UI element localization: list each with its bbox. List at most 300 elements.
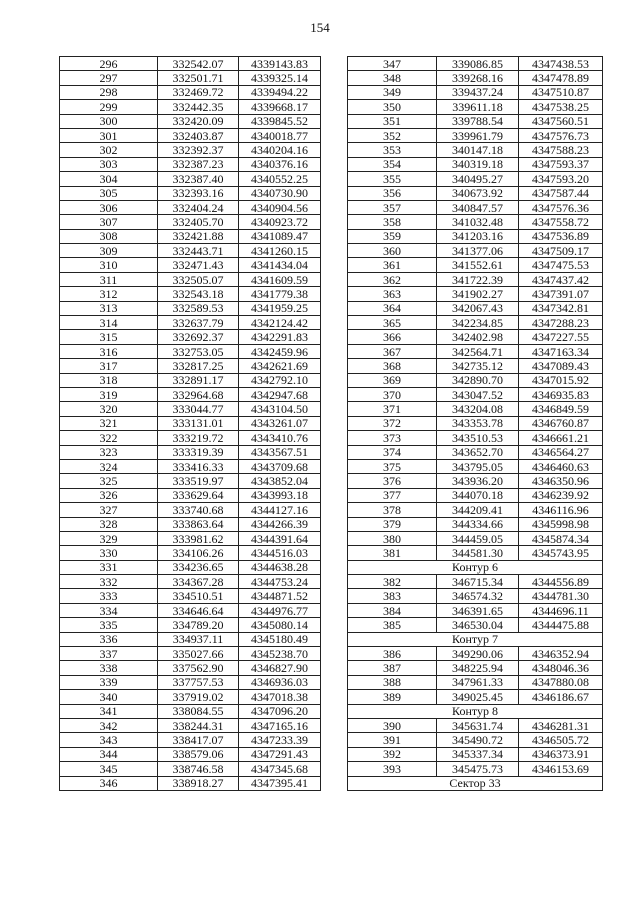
- point-number-cell: 324: [60, 459, 158, 473]
- table-row: [60, 618, 321, 632]
- table-row: [348, 675, 603, 689]
- x-coordinate-cell: 338084.55: [158, 704, 239, 718]
- x-coordinate-cell: 344209.41: [437, 503, 519, 517]
- table-row: [348, 387, 603, 401]
- x-coordinate-cell: 338579.06: [158, 747, 239, 761]
- y-coordinate-cell: 4347391.07: [519, 287, 603, 301]
- y-coordinate-cell: 4344516.03: [239, 546, 321, 560]
- section-label-row: [348, 560, 603, 574]
- y-coordinate-cell: 4339325.14: [239, 71, 321, 85]
- point-number-cell: 340: [60, 690, 158, 704]
- point-number-cell: 335: [60, 618, 158, 632]
- table-row: [348, 301, 603, 315]
- point-number-cell: 299: [60, 100, 158, 114]
- y-coordinate-cell: 4347576.36: [519, 200, 603, 214]
- y-coordinate-cell: 4341260.15: [239, 244, 321, 258]
- point-number-cell: 322: [60, 431, 158, 445]
- x-coordinate-cell: 332442.35: [158, 100, 239, 114]
- point-number-cell: 352: [348, 128, 437, 142]
- y-coordinate-cell: 4346661.21: [519, 431, 603, 445]
- section-label-row: [348, 704, 603, 718]
- x-coordinate-cell: 349290.06: [437, 647, 519, 661]
- x-coordinate-cell: 332387.23: [158, 157, 239, 171]
- y-coordinate-cell: 4340904.56: [239, 200, 321, 214]
- x-coordinate-cell: 332403.87: [158, 128, 239, 142]
- table-row: [60, 431, 321, 445]
- table-row: [60, 215, 321, 229]
- point-number-cell: 358: [348, 215, 437, 229]
- y-coordinate-cell: 4346460.63: [519, 459, 603, 473]
- table-row: [348, 215, 603, 229]
- coordinates-table-left: [59, 56, 321, 791]
- x-coordinate-cell: 334789.20: [158, 618, 239, 632]
- point-number-cell: 359: [348, 229, 437, 243]
- x-coordinate-cell: 341902.27: [437, 287, 519, 301]
- point-number-cell: 314: [60, 316, 158, 330]
- point-number-cell: 389: [348, 690, 437, 704]
- table-row: [348, 503, 603, 517]
- y-coordinate-cell: 4346564.27: [519, 445, 603, 459]
- y-coordinate-cell: 4342792.10: [239, 373, 321, 387]
- table-row: [60, 71, 321, 85]
- x-coordinate-cell: 341722.39: [437, 272, 519, 286]
- table-row: [348, 114, 603, 128]
- table-row: [60, 157, 321, 171]
- y-coordinate-cell: 4346849.59: [519, 402, 603, 416]
- table-row: [348, 402, 603, 416]
- y-coordinate-cell: 4344871.52: [239, 589, 321, 603]
- table-row: [60, 244, 321, 258]
- table-row: [348, 287, 603, 301]
- table-row: [348, 647, 603, 661]
- table-row: [348, 661, 603, 675]
- x-coordinate-cell: 343353.78: [437, 416, 519, 430]
- y-coordinate-cell: 4345743.95: [519, 546, 603, 560]
- y-coordinate-cell: 4347438.53: [519, 57, 603, 71]
- y-coordinate-cell: 4339845.52: [239, 114, 321, 128]
- point-number-cell: 308: [60, 229, 158, 243]
- x-coordinate-cell: 348225.94: [437, 661, 519, 675]
- y-coordinate-cell: 4342947.68: [239, 387, 321, 401]
- table-row: [60, 57, 321, 71]
- table-row: [60, 258, 321, 272]
- point-number-cell: 374: [348, 445, 437, 459]
- x-coordinate-cell: 338918.27: [158, 776, 239, 790]
- x-coordinate-cell: 332542.07: [158, 57, 239, 71]
- point-number-cell: 342: [60, 718, 158, 732]
- point-number-cell: 337: [60, 647, 158, 661]
- table-row: [60, 85, 321, 99]
- point-number-cell: 327: [60, 503, 158, 517]
- x-coordinate-cell: 332505.07: [158, 272, 239, 286]
- x-coordinate-cell: 333863.64: [158, 517, 239, 531]
- table-row: [60, 704, 321, 718]
- y-coordinate-cell: 4347165.16: [239, 718, 321, 732]
- x-coordinate-cell: 344334.66: [437, 517, 519, 531]
- point-number-cell: 303: [60, 157, 158, 171]
- point-number-cell: 371: [348, 402, 437, 416]
- x-coordinate-cell: 343652.70: [437, 445, 519, 459]
- x-coordinate-cell: 339788.54: [437, 114, 519, 128]
- y-coordinate-cell: 4347560.51: [519, 114, 603, 128]
- x-coordinate-cell: 338746.58: [158, 762, 239, 776]
- y-coordinate-cell: 4347588.23: [519, 143, 603, 157]
- table-row: [60, 690, 321, 704]
- x-coordinate-cell: 343204.08: [437, 402, 519, 416]
- table-row: [60, 100, 321, 114]
- table-row: [60, 474, 321, 488]
- x-coordinate-cell: 338417.07: [158, 733, 239, 747]
- section-label-row: [348, 632, 603, 646]
- point-number-cell: 318: [60, 373, 158, 387]
- x-coordinate-cell: 342234.85: [437, 316, 519, 330]
- x-coordinate-cell: 343510.53: [437, 431, 519, 445]
- point-number-cell: 376: [348, 474, 437, 488]
- x-coordinate-cell: 340673.92: [437, 186, 519, 200]
- table-row: [60, 733, 321, 747]
- table-row: [348, 359, 603, 373]
- page-number: 154: [310, 20, 330, 35]
- table-row: [348, 186, 603, 200]
- x-coordinate-cell: 333416.33: [158, 459, 239, 473]
- point-number-cell: 357: [348, 200, 437, 214]
- table-row: [348, 229, 603, 243]
- table-row: [348, 244, 603, 258]
- point-number-cell: 377: [348, 488, 437, 502]
- y-coordinate-cell: 4347345.68: [239, 762, 321, 776]
- table-row: [60, 661, 321, 675]
- y-coordinate-cell: 4345180.49: [239, 632, 321, 646]
- y-coordinate-cell: 4341609.59: [239, 272, 321, 286]
- x-coordinate-cell: 333740.68: [158, 503, 239, 517]
- table-row: [60, 272, 321, 286]
- y-coordinate-cell: 4348046.36: [519, 661, 603, 675]
- point-number-cell: 381: [348, 546, 437, 560]
- x-coordinate-cell: 341377.06: [437, 244, 519, 258]
- y-coordinate-cell: 4341434.04: [239, 258, 321, 272]
- table-row: [348, 531, 603, 545]
- table-row: [60, 143, 321, 157]
- y-coordinate-cell: 4346186.67: [519, 690, 603, 704]
- point-number-cell: 309: [60, 244, 158, 258]
- point-number-cell: 307: [60, 215, 158, 229]
- point-number-cell: 388: [348, 675, 437, 689]
- x-coordinate-cell: 337919.02: [158, 690, 239, 704]
- table-row: [60, 560, 321, 574]
- x-coordinate-cell: 337757.53: [158, 675, 239, 689]
- point-number-cell: 364: [348, 301, 437, 315]
- table-row: [60, 647, 321, 661]
- table-row: [348, 690, 603, 704]
- table-row: [60, 359, 321, 373]
- y-coordinate-cell: 4346153.69: [519, 762, 603, 776]
- section-label: Сектор 33: [348, 776, 603, 790]
- x-coordinate-cell: 349025.45: [437, 690, 519, 704]
- point-number-cell: 334: [60, 603, 158, 617]
- table-row: [60, 776, 321, 790]
- point-number-cell: 296: [60, 57, 158, 71]
- point-number-cell: 360: [348, 244, 437, 258]
- x-coordinate-cell: 334367.28: [158, 575, 239, 589]
- point-number-cell: 301: [60, 128, 158, 142]
- y-coordinate-cell: 4344976.77: [239, 603, 321, 617]
- y-coordinate-cell: 4343104.50: [239, 402, 321, 416]
- y-coordinate-cell: 4343567.51: [239, 445, 321, 459]
- x-coordinate-cell: 333044.77: [158, 402, 239, 416]
- table-row: [348, 157, 603, 171]
- table-row: [60, 718, 321, 732]
- y-coordinate-cell: 4341089.47: [239, 229, 321, 243]
- x-coordinate-cell: 343936.20: [437, 474, 519, 488]
- x-coordinate-cell: 333981.62: [158, 531, 239, 545]
- y-coordinate-cell: 4346760.87: [519, 416, 603, 430]
- x-coordinate-cell: 345490.72: [437, 733, 519, 747]
- table-row: [60, 747, 321, 761]
- table-row: [60, 517, 321, 531]
- point-number-cell: 338: [60, 661, 158, 675]
- point-number-cell: 369: [348, 373, 437, 387]
- table-row: [348, 474, 603, 488]
- point-number-cell: 362: [348, 272, 437, 286]
- table-row: [60, 531, 321, 545]
- x-coordinate-cell: 344459.05: [437, 531, 519, 545]
- x-coordinate-cell: 332753.05: [158, 344, 239, 358]
- point-number-cell: 350: [348, 100, 437, 114]
- x-coordinate-cell: 340847.57: [437, 200, 519, 214]
- table-row: [60, 632, 321, 646]
- table-row: [60, 128, 321, 142]
- y-coordinate-cell: 4341779.38: [239, 287, 321, 301]
- x-coordinate-cell: 345631.74: [437, 718, 519, 732]
- point-number-cell: 386: [348, 647, 437, 661]
- x-coordinate-cell: 346530.04: [437, 618, 519, 632]
- x-coordinate-cell: 333131.01: [158, 416, 239, 430]
- y-coordinate-cell: 4346936.03: [239, 675, 321, 689]
- x-coordinate-cell: 332393.16: [158, 186, 239, 200]
- table-row: [60, 172, 321, 186]
- table-row: [60, 503, 321, 517]
- table-row: [348, 575, 603, 589]
- point-number-cell: 306: [60, 200, 158, 214]
- y-coordinate-cell: 4347880.08: [519, 675, 603, 689]
- x-coordinate-cell: 332471.43: [158, 258, 239, 272]
- table-row: [348, 517, 603, 531]
- y-coordinate-cell: 4345998.98: [519, 517, 603, 531]
- point-number-cell: 328: [60, 517, 158, 531]
- y-coordinate-cell: 4347233.39: [239, 733, 321, 747]
- x-coordinate-cell: 339611.18: [437, 100, 519, 114]
- y-coordinate-cell: 4346827.90: [239, 661, 321, 675]
- x-coordinate-cell: 332469.72: [158, 85, 239, 99]
- table-row: [348, 445, 603, 459]
- point-number-cell: 366: [348, 330, 437, 344]
- point-number-cell: 346: [60, 776, 158, 790]
- point-number-cell: 330: [60, 546, 158, 560]
- y-coordinate-cell: 4347509.17: [519, 244, 603, 258]
- point-number-cell: 356: [348, 186, 437, 200]
- y-coordinate-cell: 4347510.87: [519, 85, 603, 99]
- point-number-cell: 380: [348, 531, 437, 545]
- x-coordinate-cell: 337562.90: [158, 661, 239, 675]
- point-number-cell: 379: [348, 517, 437, 531]
- table-row: [60, 330, 321, 344]
- x-coordinate-cell: 339268.16: [437, 71, 519, 85]
- table-row: [348, 718, 603, 732]
- x-coordinate-cell: 333629.64: [158, 488, 239, 502]
- point-number-cell: 353: [348, 143, 437, 157]
- y-coordinate-cell: 4339668.17: [239, 100, 321, 114]
- x-coordinate-cell: 332501.71: [158, 71, 239, 85]
- table-row: [348, 546, 603, 560]
- table-row: [60, 387, 321, 401]
- y-coordinate-cell: 4347163.34: [519, 344, 603, 358]
- x-coordinate-cell: 335027.66: [158, 647, 239, 661]
- table-row: [348, 431, 603, 445]
- y-coordinate-cell: 4342291.83: [239, 330, 321, 344]
- point-number-cell: 316: [60, 344, 158, 358]
- x-coordinate-cell: 334646.64: [158, 603, 239, 617]
- y-coordinate-cell: 4347536.89: [519, 229, 603, 243]
- table-row: [348, 618, 603, 632]
- y-coordinate-cell: 4342459.96: [239, 344, 321, 358]
- x-coordinate-cell: 338244.31: [158, 718, 239, 732]
- y-coordinate-cell: 4342124.42: [239, 316, 321, 330]
- x-coordinate-cell: 332692.37: [158, 330, 239, 344]
- x-coordinate-cell: 339086.85: [437, 57, 519, 71]
- table-row: [348, 200, 603, 214]
- section-label: Контур 8: [348, 704, 603, 718]
- section-label-row: [348, 776, 603, 790]
- x-coordinate-cell: 342890.70: [437, 373, 519, 387]
- x-coordinate-cell: 333319.39: [158, 445, 239, 459]
- y-coordinate-cell: 4343993.18: [239, 488, 321, 502]
- point-number-cell: 321: [60, 416, 158, 430]
- coordinates-table-right: [347, 56, 603, 791]
- y-coordinate-cell: 4346239.92: [519, 488, 603, 502]
- table-row: [348, 762, 603, 776]
- table-row: [348, 589, 603, 603]
- point-number-cell: 348: [348, 71, 437, 85]
- y-coordinate-cell: 4346935.83: [519, 387, 603, 401]
- point-number-cell: 347: [348, 57, 437, 71]
- x-coordinate-cell: 332387.40: [158, 172, 239, 186]
- x-coordinate-cell: 347961.33: [437, 675, 519, 689]
- table-row: [348, 330, 603, 344]
- y-coordinate-cell: 4339143.83: [239, 57, 321, 71]
- x-coordinate-cell: 340495.27: [437, 172, 519, 186]
- table-row: [348, 143, 603, 157]
- table-row: [60, 200, 321, 214]
- table-row: [348, 85, 603, 99]
- y-coordinate-cell: 4347538.25: [519, 100, 603, 114]
- y-coordinate-cell: 4344781.30: [519, 589, 603, 603]
- table-row: [348, 416, 603, 430]
- table-row: [60, 416, 321, 430]
- point-number-cell: 310: [60, 258, 158, 272]
- table-row: [60, 229, 321, 243]
- y-coordinate-cell: 4347576.73: [519, 128, 603, 142]
- y-coordinate-cell: 4345874.34: [519, 531, 603, 545]
- point-number-cell: 361: [348, 258, 437, 272]
- x-coordinate-cell: 332420.09: [158, 114, 239, 128]
- y-coordinate-cell: 4344556.89: [519, 575, 603, 589]
- point-number-cell: 351: [348, 114, 437, 128]
- table-row: [348, 603, 603, 617]
- x-coordinate-cell: 332421.88: [158, 229, 239, 243]
- y-coordinate-cell: 4346505.72: [519, 733, 603, 747]
- table-row: [348, 316, 603, 330]
- section-label: Контур 7: [348, 632, 603, 646]
- y-coordinate-cell: 4344638.28: [239, 560, 321, 574]
- y-coordinate-cell: 4345080.14: [239, 618, 321, 632]
- table-row: [348, 272, 603, 286]
- point-number-cell: 367: [348, 344, 437, 358]
- point-number-cell: 354: [348, 157, 437, 171]
- point-number-cell: 390: [348, 718, 437, 732]
- point-number-cell: 375: [348, 459, 437, 473]
- table-row: [60, 445, 321, 459]
- point-number-cell: 349: [348, 85, 437, 99]
- point-number-cell: 343: [60, 733, 158, 747]
- table-row: [60, 675, 321, 689]
- y-coordinate-cell: 4347089.43: [519, 359, 603, 373]
- point-number-cell: 312: [60, 287, 158, 301]
- table-row: [348, 733, 603, 747]
- y-coordinate-cell: 4344696.11: [519, 603, 603, 617]
- table-row: [348, 258, 603, 272]
- point-number-cell: 323: [60, 445, 158, 459]
- x-coordinate-cell: 340147.18: [437, 143, 519, 157]
- point-number-cell: 363: [348, 287, 437, 301]
- table-row: [348, 57, 603, 71]
- y-coordinate-cell: 4342621.69: [239, 359, 321, 373]
- x-coordinate-cell: 341552.61: [437, 258, 519, 272]
- table-row: [60, 316, 321, 330]
- point-number-cell: 365: [348, 316, 437, 330]
- y-coordinate-cell: 4347475.53: [519, 258, 603, 272]
- x-coordinate-cell: 334106.26: [158, 546, 239, 560]
- x-coordinate-cell: 342067.43: [437, 301, 519, 315]
- y-coordinate-cell: 4344753.24: [239, 575, 321, 589]
- x-coordinate-cell: 340319.18: [437, 157, 519, 171]
- y-coordinate-cell: 4344266.39: [239, 517, 321, 531]
- table-row: [348, 488, 603, 502]
- point-number-cell: 382: [348, 575, 437, 589]
- y-coordinate-cell: 4340204.16: [239, 143, 321, 157]
- x-coordinate-cell: 345475.73: [437, 762, 519, 776]
- y-coordinate-cell: 4347291.43: [239, 747, 321, 761]
- point-number-cell: 387: [348, 661, 437, 675]
- x-coordinate-cell: 344070.18: [437, 488, 519, 502]
- table-row: [348, 128, 603, 142]
- table-row: [348, 100, 603, 114]
- x-coordinate-cell: 346715.34: [437, 575, 519, 589]
- x-coordinate-cell: 334937.11: [158, 632, 239, 646]
- y-coordinate-cell: 4345238.70: [239, 647, 321, 661]
- table-row: [60, 301, 321, 315]
- x-coordinate-cell: 339437.24: [437, 85, 519, 99]
- y-coordinate-cell: 4346373.91: [519, 747, 603, 761]
- table-row: [60, 546, 321, 560]
- point-number-cell: 305: [60, 186, 158, 200]
- x-coordinate-cell: 345337.34: [437, 747, 519, 761]
- point-number-cell: 326: [60, 488, 158, 502]
- y-coordinate-cell: 4343261.07: [239, 416, 321, 430]
- y-coordinate-cell: 4346352.94: [519, 647, 603, 661]
- y-coordinate-cell: 4347558.72: [519, 215, 603, 229]
- table-row: [60, 488, 321, 502]
- point-number-cell: 373: [348, 431, 437, 445]
